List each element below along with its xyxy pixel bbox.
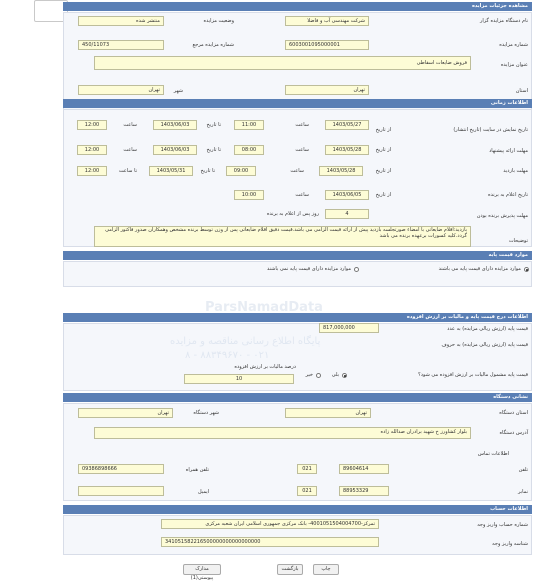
loc-province-field: تهران: [285, 408, 371, 418]
location-header: نشانی دستگاه: [63, 393, 532, 402]
city-label: شهر: [173, 88, 183, 94]
offer-from-date: 1403/05/28: [325, 145, 369, 155]
deposit-id-field: 341051582216500000000000000000: [161, 537, 379, 547]
number-label: شماره مزایده: [499, 42, 528, 48]
publish-from-label: از تاریخ: [375, 127, 391, 133]
vat-no-label: خیر: [305, 372, 313, 378]
offer-from-label: از تاریخ: [375, 147, 391, 153]
visit-to-date: 1403/05/31: [149, 166, 193, 176]
visit-from-label: از تاریخ: [375, 168, 391, 174]
account-header: اطلاعات حساب: [63, 505, 532, 514]
org-label: نام دستگاه مزایده گزار: [479, 18, 528, 24]
account-field: تمرکز-4001051504004700- بانک مرکزی جمهوری اسلامی ایران شعبه مرکزی: [161, 519, 379, 529]
phone-code: 021: [297, 464, 317, 474]
visit-label: مهلت بازدید: [503, 168, 528, 174]
watermark-brand: ParsNamadData: [205, 300, 323, 315]
watermark-line2: ۰۲۱ - ۸۸۳۴۹۶۷۰ - ۸: [185, 350, 270, 361]
vat-no-radio[interactable]: [316, 373, 321, 378]
base-price-section: [63, 261, 532, 287]
visit-time-label: ساعت: [290, 168, 304, 174]
status-label: وضعیت مزایده: [203, 18, 234, 24]
visit-to-time: 12:00: [77, 166, 107, 176]
ref-label: شماره مزایده مرجع: [192, 42, 234, 48]
offer-label: مهلت ارائه پیشنهاد: [489, 148, 528, 154]
offer-to-date: 1403/06/03: [153, 145, 197, 155]
publish-from-date: 1403/05/27: [325, 120, 369, 130]
province-label: استان: [515, 88, 528, 94]
back-button[interactable]: بازگشت: [277, 564, 303, 575]
title-field: فروش ضایعات اسقاطی: [94, 56, 471, 70]
mobile-field: 09386898666: [78, 464, 164, 474]
base-price-header: موارد قیمت پایه: [63, 251, 532, 260]
publish-to-date: 1403/06/03: [153, 120, 197, 130]
base-price-no-label: موارد مزایده دارای قیمت پایه نمی باشند: [267, 266, 351, 272]
timing-header: اطلاعات زمانی: [63, 99, 532, 108]
fax-code: 021: [297, 486, 317, 496]
desc-label: توضیحات: [508, 238, 528, 244]
mobile-label: تلفن همراه: [185, 467, 209, 473]
org-field: شرکت مهندسی آب و فاضلا: [285, 16, 369, 26]
number-field: 6003001095000001: [285, 40, 369, 50]
loc-city-label: شهر دستگاه: [193, 410, 219, 416]
desc-field: بازدید:اقلام ضایعاتی با امضاء صورتجلسه بازدید پیش از ارائه قیمت الزامی می باشد.قیمت دقیق اقلام ضایعاتی پس از وزن توسط برنده مشخص وهمکاران صدور فاکتور الزامی گردد.کلیه کسورات برعهده برنده می باشد: [94, 226, 471, 247]
address-field: بلوار کشاورز خ شهید برادران صدالله زاده: [94, 427, 471, 439]
print-button[interactable]: چاپ: [313, 564, 339, 575]
vat-question: قیمت پایه مشمول مالیات بر ارزش افزوده می شود؟: [418, 372, 528, 378]
base-price-info-header: اطلاعات درج قیمت پایه و مالیات بر ارزش افزوده: [63, 313, 532, 322]
email-label: ایمیل: [198, 489, 209, 495]
winner-time-label: ساعت: [295, 192, 309, 198]
publish-label: تاریخ نمایش در سایت (تاریخ انتشار): [453, 127, 528, 133]
accept-label: مهلت پذیرش برنده بودن: [476, 213, 528, 219]
winner-label: تاریخ اعلام به برنده: [487, 192, 528, 198]
phone-field: 89604614: [339, 464, 389, 474]
address-label: آدرس دستگاه: [499, 430, 528, 436]
loc-city-field: تهران: [78, 408, 173, 418]
city-field: تهران: [78, 85, 164, 95]
base-price-yes-label: موارد مزایده دارای قیمت پایه می باشند: [438, 266, 521, 272]
price-words-label: قیمت پایه (ارزش ریالی مزایده) به حروف: [441, 342, 528, 348]
base-price-yes-radio[interactable]: [524, 267, 529, 272]
offer-to-time: 12:00: [77, 145, 107, 155]
attachments-button[interactable]: مدارک پیوستی(1): [183, 564, 221, 575]
visit-from-date: 1403/05/28: [319, 166, 363, 176]
publish-time-label: ساعت: [295, 122, 309, 128]
status-field: منتشر شده: [78, 16, 164, 26]
publish-to-time: 12:00: [77, 120, 107, 130]
fax-field: 88953329: [339, 486, 389, 496]
fax-label: نمابر: [518, 489, 528, 495]
vat-yes-radio[interactable]: [342, 373, 347, 378]
offer-from-time: 08:00: [234, 145, 264, 155]
publish-to-label: تا تاریخ: [206, 122, 221, 128]
winner-from-label: از تاریخ: [375, 192, 391, 198]
title-label: عنوان مزایده: [500, 62, 528, 68]
deposit-id-label: شناسه واریز وجه: [492, 541, 528, 547]
winner-time: 10:00: [234, 190, 264, 200]
winner-date: 1403/06/05: [325, 190, 369, 200]
price-field: 817,000,000: [319, 323, 379, 333]
ref-field: 450/11073: [78, 40, 164, 50]
vat-yes-label: بلی: [331, 372, 339, 378]
vat-percent-field: 10: [184, 374, 294, 384]
email-field: [78, 486, 164, 496]
base-price-info-section: [63, 323, 532, 391]
base-price-no-radio[interactable]: [354, 267, 359, 272]
visit-from-time: 09:00: [226, 166, 256, 176]
visit-to-time-label: تا ساعت: [118, 168, 137, 174]
publish-from-time: 11:00: [234, 120, 264, 130]
price-label: قیمت پایه (ارزش ریالی مزایده) به عدد: [447, 326, 528, 332]
visit-to-label: تا تاریخ: [200, 168, 215, 174]
offer-time-label: ساعت: [295, 147, 309, 153]
publish-to-time-label: ساعت: [123, 122, 137, 128]
details-header: مشاهده جزئیات مزایده: [63, 2, 532, 11]
price-words-field: [373, 340, 379, 350]
contact-label: اطلاعات تماس: [477, 451, 509, 457]
loc-province-label: استان دستگاه: [499, 410, 528, 416]
province-field: تهران: [285, 85, 369, 95]
offer-to-label: تا تاریخ: [206, 147, 221, 153]
offer-to-time-label: ساعت: [123, 147, 137, 153]
vat-percent-label: درصد مالیات بر ارزش افزوده: [234, 364, 296, 370]
accept-days: 4: [325, 209, 369, 219]
account-label: شماره حساب واریز وجه: [477, 522, 528, 528]
phone-label: تلفن: [518, 467, 528, 473]
accept-suffix: روز پس از اعلام به برنده: [266, 211, 319, 217]
watermark-line1: پایگاه اطلاع رسانی مناقصه و مزایده: [170, 336, 321, 347]
